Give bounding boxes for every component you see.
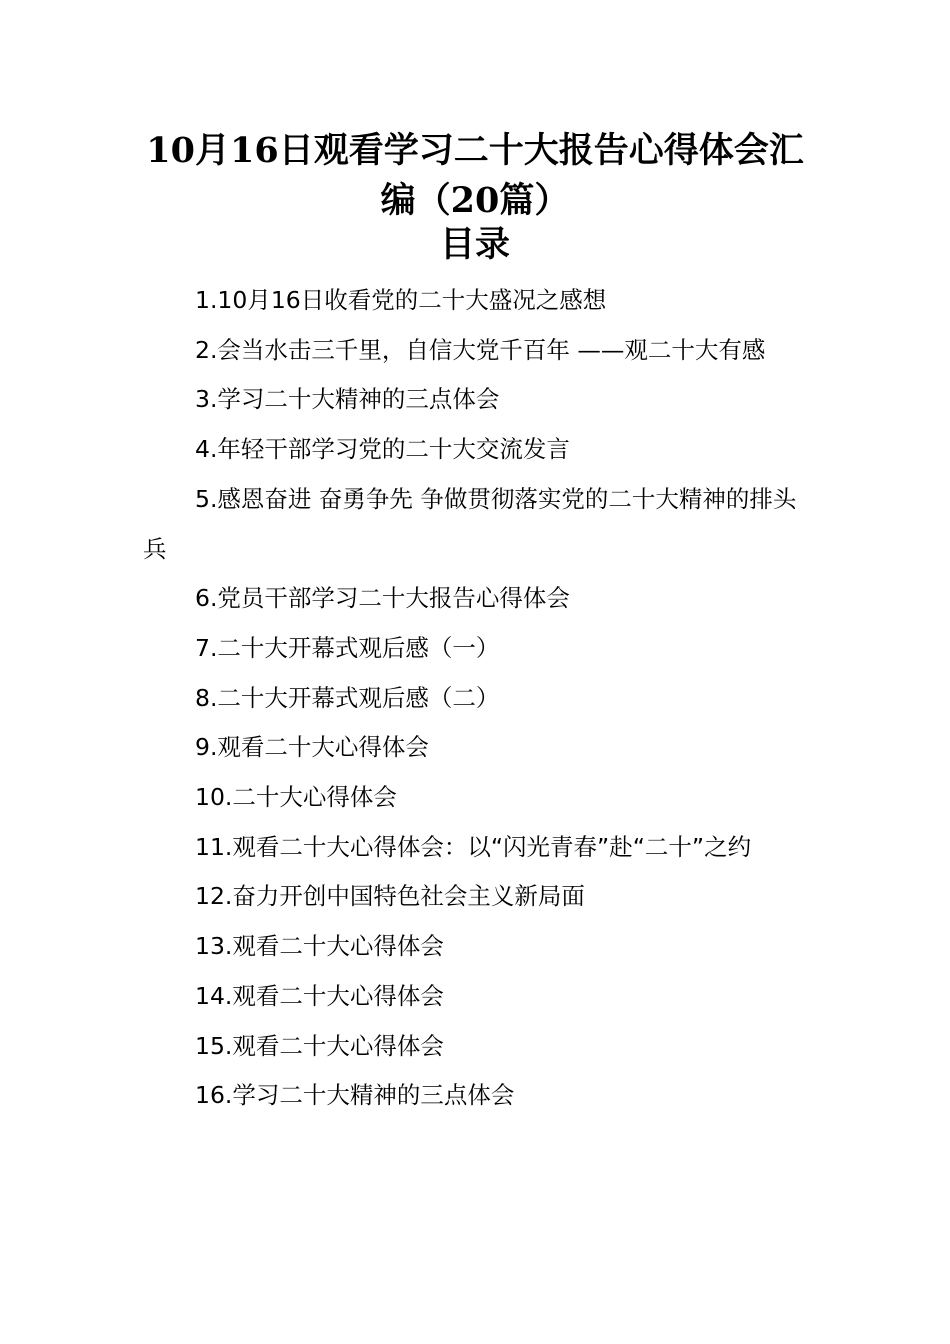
toc-item-14[interactable]: 14.观看二十大心得体会	[195, 981, 444, 1010]
toc-item-15[interactable]: 15.观看二十大心得体会	[195, 1031, 444, 1060]
document-title: 10月16日观看学习二十大报告心得体会汇编（20篇）	[146, 130, 804, 221]
toc-item-3[interactable]: 3.学习二十大精神的三点体会	[195, 385, 500, 414]
toc-item-13[interactable]: 13.观看二十大心得体会	[195, 932, 444, 961]
toc-item-1[interactable]: 1.10月16日收看党的二十大盛况之感想	[195, 286, 607, 314]
toc-item-5[interactable]: 5.感恩奋进 奋勇争先 争做贯彻落实党的二十大精神的排头兵	[143, 484, 797, 563]
toc-item-9[interactable]: 9.观看二十大心得体会	[195, 733, 429, 762]
toc-item-4[interactable]: 4.年轻干部学习党的二十大交流发言	[195, 435, 570, 464]
toc-item-12[interactable]: 12.奋力开创中国特色社会主义新局面	[195, 882, 585, 911]
toc-item-2[interactable]: 2.会当水击三千里，自信大党千百年 ——观二十大有感	[195, 335, 766, 364]
toc-item-11[interactable]: 11.观看二十大心得体会：以“闪光青春”赴“二十”之约	[195, 832, 752, 861]
toc-item-7[interactable]: 7.二十大开幕式观后感（一）	[195, 633, 500, 662]
toc-item-6[interactable]: 6.党员干部学习二十大报告心得体会	[195, 584, 570, 613]
toc-item-8[interactable]: 8.二十大开幕式观后感（二）	[195, 683, 500, 712]
toc-item-16[interactable]: 16.学习二十大精神的三点体会	[195, 1081, 515, 1110]
toc-heading: 目录	[439, 224, 510, 265]
toc-item-10[interactable]: 10.二十大心得体会	[195, 783, 397, 812]
table-of-contents	[143, 276, 808, 1121]
